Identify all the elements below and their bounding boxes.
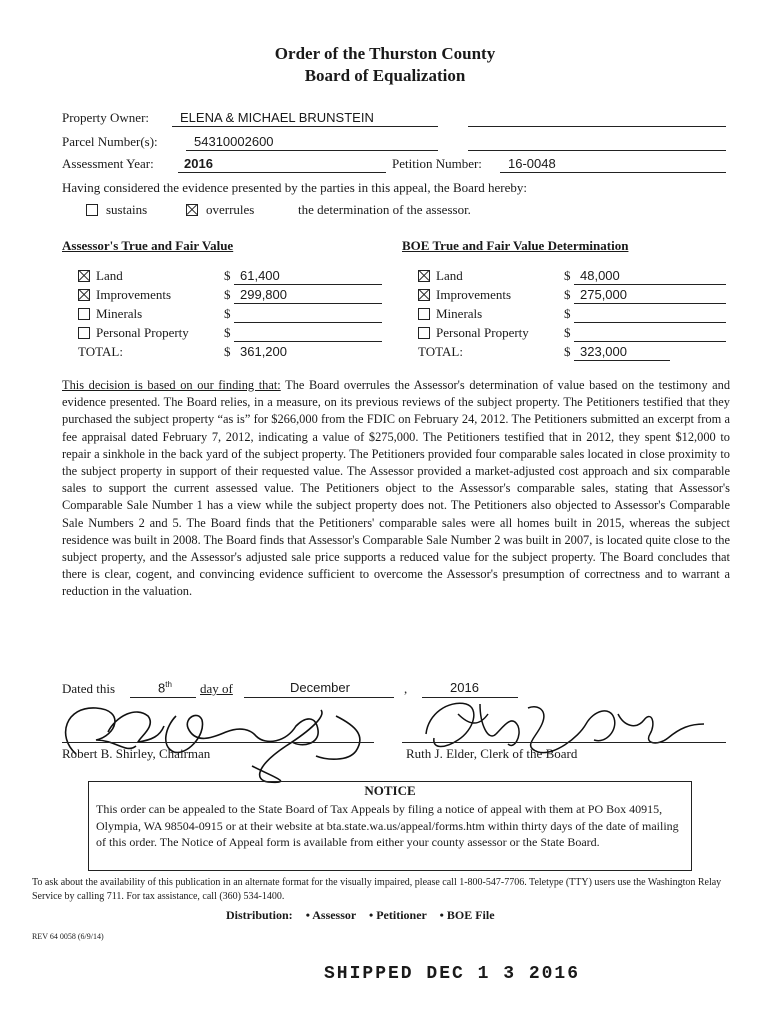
- parcel-label: Parcel Number(s):: [62, 134, 158, 149]
- chairman-signature-line: [62, 742, 374, 743]
- distribution-boe-file: • BOE File: [439, 908, 495, 922]
- dated-label: Dated this: [62, 681, 116, 696]
- determination-intro: Having considered the evidence presented by the parties in this appeal, the Board hereby:: [62, 180, 527, 195]
- distribution-petitioner: • Petitioner: [369, 908, 427, 922]
- boe-improvements-checkbox[interactable]: [418, 289, 430, 301]
- boe-heading: BOE True and Fair Value Determination: [402, 238, 629, 253]
- distribution-assessor: • Assessor: [305, 908, 357, 922]
- assessor-currency: $: [224, 325, 231, 340]
- dated-day: 8th: [158, 680, 172, 696]
- boe-row-label: Improvements: [436, 287, 512, 302]
- boe-total-currency: $: [564, 344, 571, 359]
- distribution-label: Distribution:: [226, 908, 293, 922]
- owner-label: Property Owner:: [62, 110, 150, 125]
- assessor-total-label: TOTAL:: [78, 344, 123, 359]
- assessor-row-underline: [234, 284, 382, 285]
- boe-row-value: 48,000: [580, 268, 620, 283]
- notice-title: NOTICE: [364, 783, 416, 798]
- assessor-row-value: 299,800: [240, 287, 287, 302]
- assessor-total-value: 361,200: [240, 344, 287, 359]
- clerk-signature-line: [402, 742, 726, 743]
- chairman-signature: [56, 696, 386, 786]
- assessor-row-underline: [234, 303, 382, 304]
- assessor-total-currency: $: [224, 344, 231, 359]
- year-label: Assessment Year:: [62, 156, 154, 171]
- boe-row-underline: [574, 284, 726, 285]
- boe-total-label: TOTAL:: [418, 344, 463, 359]
- assessor-row-label: Personal Property: [96, 325, 189, 340]
- assessor-heading: Assessor's True and Fair Value: [62, 238, 234, 253]
- petition-value: 16-0048: [508, 156, 556, 171]
- sustains-label: sustains: [106, 202, 148, 217]
- boe-total-underline: [574, 360, 670, 361]
- petition-label: Petition Number:: [392, 156, 482, 171]
- boe-row-label: Personal Property: [436, 325, 529, 340]
- boe-row-label: Minerals: [436, 306, 483, 321]
- assessor-improvements-checkbox[interactable]: [78, 289, 90, 301]
- sustains-checkbox[interactable]: [86, 204, 98, 216]
- dated-month: December: [290, 680, 350, 695]
- assessor-row-underline: [234, 341, 382, 342]
- assessor-row-underline: [234, 322, 382, 323]
- assessor-currency: $: [224, 306, 231, 321]
- document-title-line2: Board of Equalization: [304, 66, 466, 85]
- petition-underline: [500, 172, 726, 173]
- owner-value: ELENA & MICHAEL BRUNSTEIN: [180, 110, 374, 125]
- clerk-name: Ruth J. Elder, Clerk of the Board: [406, 746, 578, 761]
- assessor-minerals-checkbox[interactable]: [78, 308, 90, 320]
- owner-underline: [172, 126, 438, 127]
- form-number: REV 64 0058 (6/9/14): [32, 932, 104, 941]
- shipped-stamp: SHIPPED DEC 1 3 2016: [324, 964, 581, 984]
- boe-row-label: Land: [436, 268, 463, 283]
- distribution: [226, 908, 495, 923]
- parcel-underline-2: [468, 150, 726, 151]
- boe-minerals-checkbox[interactable]: [418, 308, 430, 320]
- document-title-line1: Order of the Thurston County: [274, 44, 496, 63]
- boe-row-value: 275,000: [580, 287, 627, 302]
- decision-paragraph: [62, 377, 730, 601]
- assessor-currency: $: [224, 287, 231, 302]
- overrules-checkbox[interactable]: [186, 204, 198, 216]
- notice-body: This order can be appealed to the State Board of Tax Appeals by filing a notice of appeal with them at PO Box 40915, Olympia, WA 98504-0915 or at their website at bta.state.wa.us/appeal/forms.htm within thirty days of the date of mailing of this order. The Notice of Appeal form is available from either your county assessor or the State Board.: [96, 802, 679, 850]
- accessibility-note: To ask about the availability of this publication in an alternate format for the visually impaired, please call 1-800-547-7706. Teletype (TTY) users use the Washington Relay Service by calling 711. For tax assistance, call (360) 534-1400.: [32, 877, 722, 902]
- boe-personal-property-checkbox[interactable]: [418, 327, 430, 339]
- assessor-row-value: 61,400: [240, 268, 280, 283]
- dated-comma: ,: [404, 681, 408, 696]
- boe-total-value: 323,000: [580, 344, 627, 359]
- boe-land-checkbox[interactable]: [418, 270, 430, 282]
- day-of-label: day of: [200, 681, 233, 696]
- boe-currency: $: [564, 306, 571, 321]
- boe-row-underline: [574, 341, 726, 342]
- boe-currency: $: [564, 287, 571, 302]
- boe-row-underline: [574, 303, 726, 304]
- boe-currency: $: [564, 325, 571, 340]
- determination-suffix: the determination of the assessor.: [298, 202, 471, 217]
- parcel-value: 54310002600: [194, 134, 274, 149]
- assessor-land-checkbox[interactable]: [78, 270, 90, 282]
- year-value: 2016: [184, 156, 213, 171]
- assessor-row-label: Minerals: [96, 306, 143, 321]
- dated-year: 2016: [450, 680, 479, 695]
- assessor-row-label: Improvements: [96, 287, 172, 302]
- assessor-row-label: Land: [96, 268, 123, 283]
- chairman-name: Robert B. Shirley, Chairman: [62, 746, 211, 761]
- overrules-label: overrules: [206, 202, 255, 217]
- decision-text: The Board overrules the Assessor's determination of value based on the testimony and evidence presented. The Board relies, in a measure, on its previous reviews of the subject property. The Petitioners testified that they purchased the subject property “as is” for $266,000 from the FDIC on February 24, 2012. The Petitioners submitted an excerpt from a fee appraisal dated February 7, 2012, indicating a value of $275,000. The Petitioners testified that in 2012, they spent $12,000 to repair a sinkhole in the back yard of the subject property. The Petitioners provided four comparable sales located in close proximity to the subject property in support of their requested value. The Assessor provided a market-adjusted cost approach and six comparable sales to support the current assessed value. The Petitioners object to the Assessor's comparable sales, stating that Assessor's Comparable Sale Number 1 has a view while the subject property does not. The Petitioners also objected to Assessor's Comparable Sale Numbers 2 and 5. The Board finds that the Petitioners' comparable sales were all homes built in 2015, whereas the subject residence was built in 2008. The Board finds that Assessor's Comparable Sale Number 2 was built in 2007, is located quite close to the subject property, and the Assessor's adjusted sale price supports a reduced value for the subject property. The Board concludes that there is clear, cogent, and convincing evidence sufficient to overcome the Assessor's presumption of correctness and to warrant a reduction in the valuation.: [62, 378, 731, 599]
- assessor-currency: $: [224, 268, 231, 283]
- decision-lead: This decision is based on our finding that:: [62, 378, 281, 392]
- year-underline: [178, 172, 386, 173]
- boe-row-underline: [574, 322, 726, 323]
- owner-underline-2: [468, 126, 726, 127]
- assessor-personal-property-checkbox[interactable]: [78, 327, 90, 339]
- parcel-underline: [186, 150, 438, 151]
- boe-currency: $: [564, 268, 571, 283]
